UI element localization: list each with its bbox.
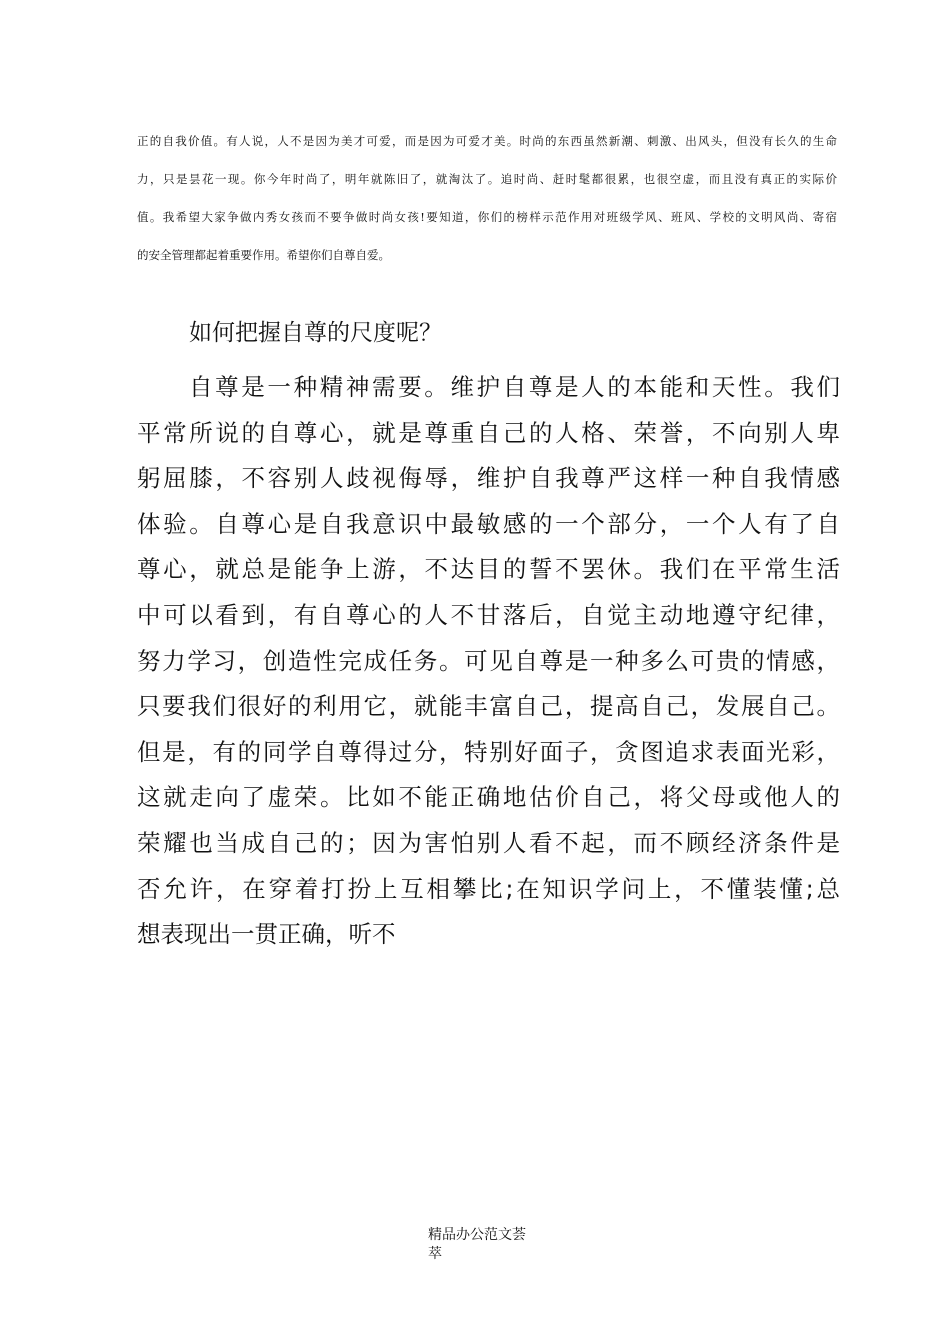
paragraph-line: 尊心，就总是能争上游，不达目的誓不罢休。我们在平常生活	[137, 555, 840, 584]
section-question-heading: 如何把握自尊的尺度呢？	[189, 320, 442, 346]
paragraph-line: 但是，有的同学自尊得过分，特别好面子，贪图追求表面光彩，	[137, 737, 840, 766]
footer-line: 萃	[428, 1246, 442, 1262]
paragraph-line: 值。我希望大家争做内秀女孩而不要争做时尚女孩!要知道，你们的榜样示范作用对班级学风、班风、学校的文明风尚、寄宿	[137, 210, 837, 224]
paragraph-line: 的安全管理都起着重要作用。希望你们自尊自爱。	[137, 248, 390, 262]
main-text-paragraph	[137, 365, 840, 958]
paragraph-line: 正的自我价值。有人说，人不是因为美才可爱，而是因为可爱才美。时尚的东西虽然新潮、刺激、出风头，但没有长久的生命	[137, 134, 837, 148]
paragraph-line: 只要我们很好的利用它，就能丰富自己，提高自己，发展自己。	[137, 692, 840, 721]
paragraph-line: 这就走向了虚荣。比如不能正确地估价自己，将父母或他人的	[137, 783, 840, 812]
paragraph-line: 力，只是昙花一现。你今年时尚了，明年就陈旧了，就淘汰了。追时尚、赶时髦都很累，也很空虚，而且没有真正的实际价	[137, 172, 837, 186]
paragraph-line: 否允许，在穿着打扮上互相攀比;在知识学问上，不懂装懂;总	[137, 874, 840, 903]
paragraph-line: 体验。自尊心是自我意识中最敏感的一个部分，一个人有了自	[137, 509, 840, 538]
paragraph-line: 想表现出一贯正确，听不	[137, 920, 396, 949]
paragraph-line: 努力学习，创造性完成任务。可见自尊是一种多么可贵的情感，	[137, 646, 840, 675]
paragraph-line: 躬屈膝，不容别人歧视侮辱，维护自我尊严这样一种自我情感	[137, 464, 840, 493]
small-text-paragraph	[137, 128, 837, 280]
paragraph-line: 平常所说的自尊心，就是尊重自己的人格、荣誉，不向别人卑	[137, 418, 840, 447]
paragraph-line: 自尊是一种精神需要。维护自尊是人的本能和天性。我们	[189, 373, 840, 401]
paragraph-line: 中可以看到，有自尊心的人不甘落后，自觉主动地遵守纪律，	[137, 600, 840, 629]
page-footer	[428, 1226, 558, 1264]
paragraph-line: 荣耀也当成自己的；因为害怕别人看不起，而不顾经济条件是	[137, 828, 840, 857]
footer-line: 精品办公范文荟	[428, 1227, 526, 1243]
